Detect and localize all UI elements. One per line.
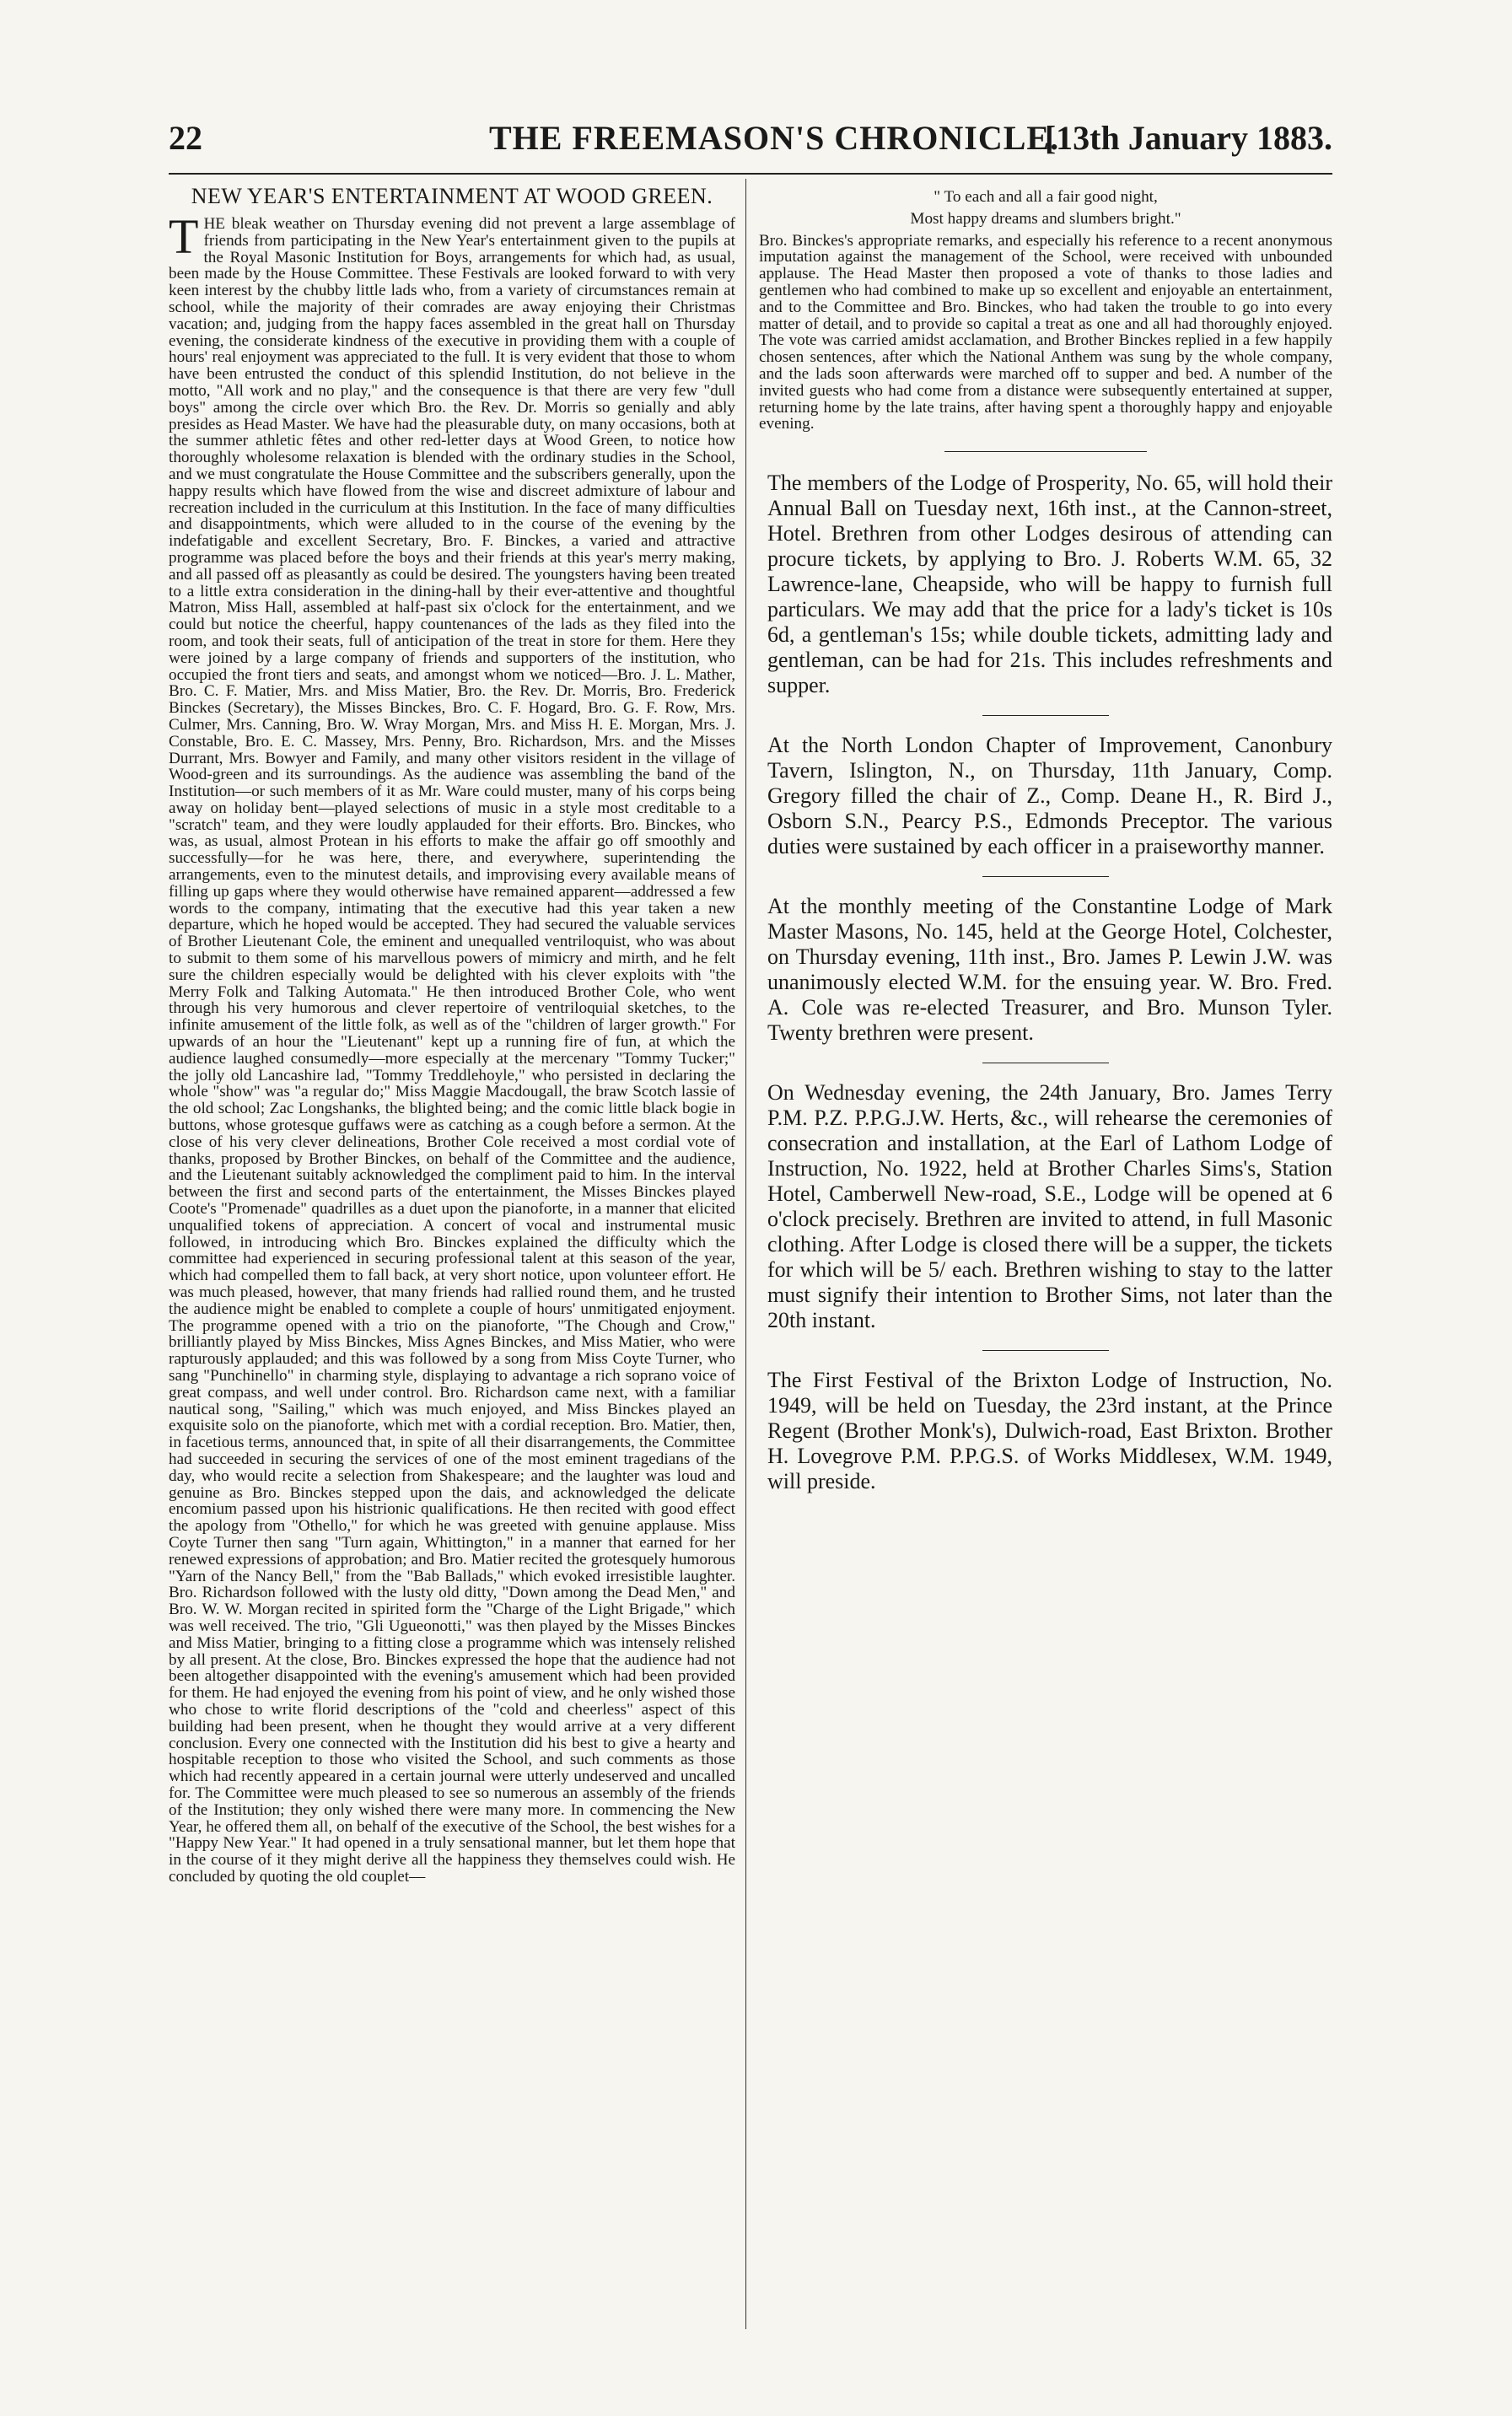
notice-lodge-prosperity: The members of the Lodge of Prosperity, No. 65, will hold their Annual Ball on Tuesday next, 16th inst., at the Cannon-street, Hotel. Brethren from other Lodges desirous of attending can procure tickets, by applying to Bro. J. Roberts W.M. 65, 32 Lawrence-lane, Cheapside, who will be happy to furnish full particulars. We may add that the price for a lady's ticket is 10s 6d, a gentleman's 15s; while double tickets, admitting lady and gentleman, can be had for 21s. This includes refreshments and supper. [767,471,1332,698]
article-headline: NEW YEAR'S ENTERTAINMENT AT WOOD GREEN. [191,184,713,208]
section-rule [982,876,1109,877]
header-rule [169,173,1332,175]
section-rule [982,715,1109,716]
column-divider [745,179,746,2329]
notice-north-london-chapter: At the North London Chapter of Improvement, Canonbury Tavern, Islington, N., on Thursday, 11th January, Comp. Gregory filled the chair of Z., Comp. Deane H., R. Bird J., Osborn S.N., Pearcy P.S., Edmonds Preceptor. The various duties were sustained by each officer in a praiseworthy manner. [767,733,1332,859]
article-column-right [759,184,1332,2343]
section-rule [944,451,1147,452]
page-number: 22 [169,119,202,157]
article-text [169,209,735,1886]
notice-earl-of-lathom-lodge: On Wednesday evening, the 24th January, Bro. James Terry P.M. P.Z. P.P.G.J.W. Herts, &c., will rehearse the ceremonies of consecration and installation, at the Earl of Lathom Lodge of Instruction, No. 1922, held at Brother Charles Sims's, Station Hotel, Camberwell New-road, S.E., Lodge will be opened at 6 o'clock precisely. Brethren are invited to attend, in full Masonic clothing. After Lodge is closed there will be a supper, the tickets for which will be 5/ each. Brethren wishing to stay to the latter must signify their intention to Brother Sims, not later than the 20th instant. [767,1080,1332,1333]
page-header [169,118,1332,177]
article-closing: Bro. Binckes's appropriate remarks, and especially his reference to a recent anonymous imputation against the management of the School, were received with unbounded applause. The Head Master then proposed a vote of thanks to those ladies and gentlemen who had combined to make up so excellent and enjoyable an entertainment, and to the Committee and Bro. Binckes, who had taken the trouble to go into every matter of detail, and to provide so capital a treat as one and all had thoroughly enjoyed. The vote was carried amidst acclamation, and Brother Binckes replied in a few happily chosen sentences, after which the National Anthem was sung by the whole company, and the lads soon afterwards were marched off to supper and bed. A number of the invited guests who had come from a distance were subsequently entertained at supper, returning home by the late trains, after having spent a thoroughly happy and enjoyable evening. [759,231,1332,433]
article-main-text: HE bleak weather on Thursday evening did not prevent a large assemblage of friends from participating in the New Year's entertainment given to the pupils at the Royal Masonic Institution for Boys, arrangements for which had, as usual, been made by the House Committee. These Festivals are looked forward to with very keen interest by the chubby little lads who, from a variety of circumstances remain at school, while the majority of their comrades are away enjoying their Christmas vacation; and, judging from the happy faces assembled in the great hall on Thursday evening, the considerate kindness of the executive in providing them with a couple of hours' real enjoyment was appreciated to the full. It is very evident that those to whom have been entrusted the conduct of this splendid Institution, do not believe in the motto, "All work and no play," and the consequence is that there are very few "dull boys" among the circle over which Bro. the Rev. Dr. Morris so genially and ably presides as Head Master. We have had the pleasurable duty, on many occasions, both at the summer athletic fêtes and other red-letter days at Wood Green, to notice how thoroughly wholesome relaxation is blended with the ordinary studies in the School, and we must congratulate the House Committee and the subscribers generally, upon the happy results which have flowed from the wise and discreet admixture of labour and recreation included in the curriculum at this Institution. In the face of many difficulties and disappointments, which were alluded to in the course of the evening by the indefatigable and excellent Secretary, Bro. F. Binckes, a varied and attractive programme was placed before the boys and their friends at this year's merry making, and all passed off as pleasantly as could be desired. The youngsters having been treated to a little extra consideration in the dining-hall by their ever-attentive and thoughtful Matron, Miss Hall, assembled at half-past six o'clock for the entertainment, and we could but notice the cheerful, happy countenances of the lads as they filed into the room, and took their seats, full of anticipation of the treat in store for them. Here they were joined by a large company of friends and supporters of the institution, who occupied the front tiers and seats, and amongst whom we noticed—Bro. J. L. Mather, Bro. C. F. Matier, Mrs. and Miss Matier, Bro. the Rev. Dr. Morris, Bro. Frederick Binckes (Secretary), the Misses Binckes, Bro. C. F. Hogard, Bro. G. F. Row, Mrs. Culmer, Mrs. Canning, Bro. W. Wray Morgan, Mrs. and Miss H. E. Morgan, Mrs. J. Constable, Bro. E. C. Massey, Mrs. Penny, Bro. Richardson, Mrs. and the Misses Durrant, Mrs. Bowyer and Family, and many other visitors resident in the village of Wood-green and its surroundings. As the audience was assembling the band of the Institution—or such members of it as Mr. Ware could muster, many of his corps being away on holiday bent—played selections of music in a style most creditable to a "scratch" team, and they were loudly applauded for their efforts. Bro. Binckes, who was, as usual, almost Protean in his efforts to make the affair go off smoothly and successfully—for he was here, there, and everywhere, superintending the arrangements, even to the minutest details, and improvising every available means of filling up gaps where they would otherwise have remained apparent—addressed a few words to the company, intimating that the executive had this year taken a new departure, which he hoped would be accepted. They had secured the valuable services of Brother Lieutenant Cole, the eminent and unequalled ventriloquist, who was about to submit to them some of his marvellous powers of mimicry and mirth, and he felt sure the children especially would be delighted with his clever exploits with "the Merry Folk and Talking Automata." He then introduced Brother Cole, who went through his very humorous and clever repertoire of ventriloquial sketches, to the infinite amusement of the little folk, as well as of the "children of larger growth." For upwards of an hour the "Lieutenant" kept up a running fire of fun, at which the audience laughed consumedly—more especially at the mercenary "Tommy Tucker;" the jolly old Lancashire lad, "Tommy Treddlehoyle," who persisted in declaring the whole "show" was "a regular do;" Miss Maggie Macdougall, the braw Scotch lassie of the old school; Zac Longshanks, the blighted being; and the comic little black bogie in buttons, whose grotesque guffaws were as catching as a cough before a sermon. At the close of his very clever delineations, Brother Cole received a most cordial vote of thanks, proposed by Brother Binckes, on behalf of the Committee and the audience, and the Lieutenant suitably acknowledged the compliment paid to him. In the interval between the first and second parts of the entertainment, the Misses Binckes played Coote's "Promenade" quadrilles as a duet upon the pianoforte, in a manner that elicited unqualified tokens of appreciation. A concert of vocal and instrumental music followed, in introducing which Bro. Binckes explained the difficulty which the committee had experienced in securing professional talent at this season of the year, which had compelled them to fall back, at very short notice, upon volunteer effort. He was much pleased, however, that many friends had rallied round them, and he trusted the audience might be enabled to complete a couple of hours' unmitigated enjoyment. The programme opened with a trio on the pianoforte, "The Chough and Crow," brilliantly played by Miss Binckes, Miss Agnes Binckes, and Miss Matier, who were rapturously applauded; and this was followed by a song from Miss Coyte Turner, who sang "Punchinello" in charming style, displaying to advantage a rich soprano voice of great compass, and well under control. Bro. Richardson came next, with a familiar nautical song, "Sailing," which was much enjoyed, and Miss Binckes played an exquisite solo on the pianoforte, which met with a cordial reception. Bro. Matier, then, in facetious terms, announced that, in spite of all their disarrangements, the Committee had succeeded in securing the services of one of the most eminent tragedians of the day, who would recite a selection from Shakespeare; and the laughter was loud and genuine as Bro. Binckes stepped upon the dais, and acknowledged the delicate encomium passed upon his histrionic qualifications. He then recited with good effect the apology from "Othello," for which he was greeted with genuine applause. Miss Coyte Turner then sang "Turn again, Whittington," in a manner that earned for her renewed expressions of approbation; and Bro. Matier recited the grotesquely humorous "Yarn of the Nancy Bell," from the "Bab Ballads," which evoked irresistible laughter. Bro. Richardson followed with the lusty old ditty, "Down among the Dead Men," and Bro. W. W. Morgan recited in spirited form the "Charge of the Light Brigade," which was well received. The trio, "Gli Ugueonotti," was then played by the Misses Binckes and Miss Matier, bringing to a fitting close a programme which was intensely relished by all present. At the close, Bro. Binckes expressed the hope that the audience had not been altogether disappointed with the evening's amusement which had been provided for them. He had enjoyed the evening from his point of view, and he only wished those who chose to write florid descriptions of the "cold and cheerless" aspect of this building had been present, when he thought they would arrive at a very different conclusion. Every one connected with the Institution did his best to give a hearty and hospitable reception to those who visited the School, and such comments as those which had recently appeared in a certain journal were utterly undeserved and uncalled for. The Committee were much pleased to see so numerous an assembly of the friends of the Institution; they only wished there were many more. In commencing the New Year, he offered them all, on behalf of the executive of the School, the best wishes for a "Happy New Year." It had opened in a truly sensational manner, but let them hope that in the course of it they might derive all the happiness they themselves could wish. He concluded by quoting the old couplet— [169,215,735,1886]
section-rule [982,1350,1109,1351]
couplet-line-2: Most happy dreams and slumbers bright." [910,209,1181,228]
drop-cap: T [169,209,199,264]
article-column-left [169,184,735,2343]
article-continuation [759,184,1332,1837]
issue-date: [13th January 1883. [1044,119,1332,157]
article-body [169,209,735,1886]
notice-brixton-lodge: The First Festival of the Brixton Lodge of Instruction, No. 1949, will be held on Tuesday, the 23rd instant, at the Prince Regent (Brother Monk's), Dulwich-road, East Brixton. Brother H. Lovegrove P.M. P.P.G.S. of Works Middlesex, W.M. 1949, will preside. [767,1368,1332,1494]
publication-title: THE FREEMASON'S CHRONICLE. [489,119,1060,157]
couplet-line-1: " To each and all a fair good night, [934,188,1158,206]
notice-constantine-lodge: At the monthly meeting of the Constantine Lodge of Mark Master Masons, No. 145, held at the George Hotel, Colchester, on Thursday evening, 11th inst., Bro. James P. Lewin J.W. was unanimously elected W.M. for the ensuing year. W. Bro. Fred. A. Cole was re-elected Treasurer, and Bro. Munson Tyler. Twenty brethren were present. [767,894,1332,1046]
